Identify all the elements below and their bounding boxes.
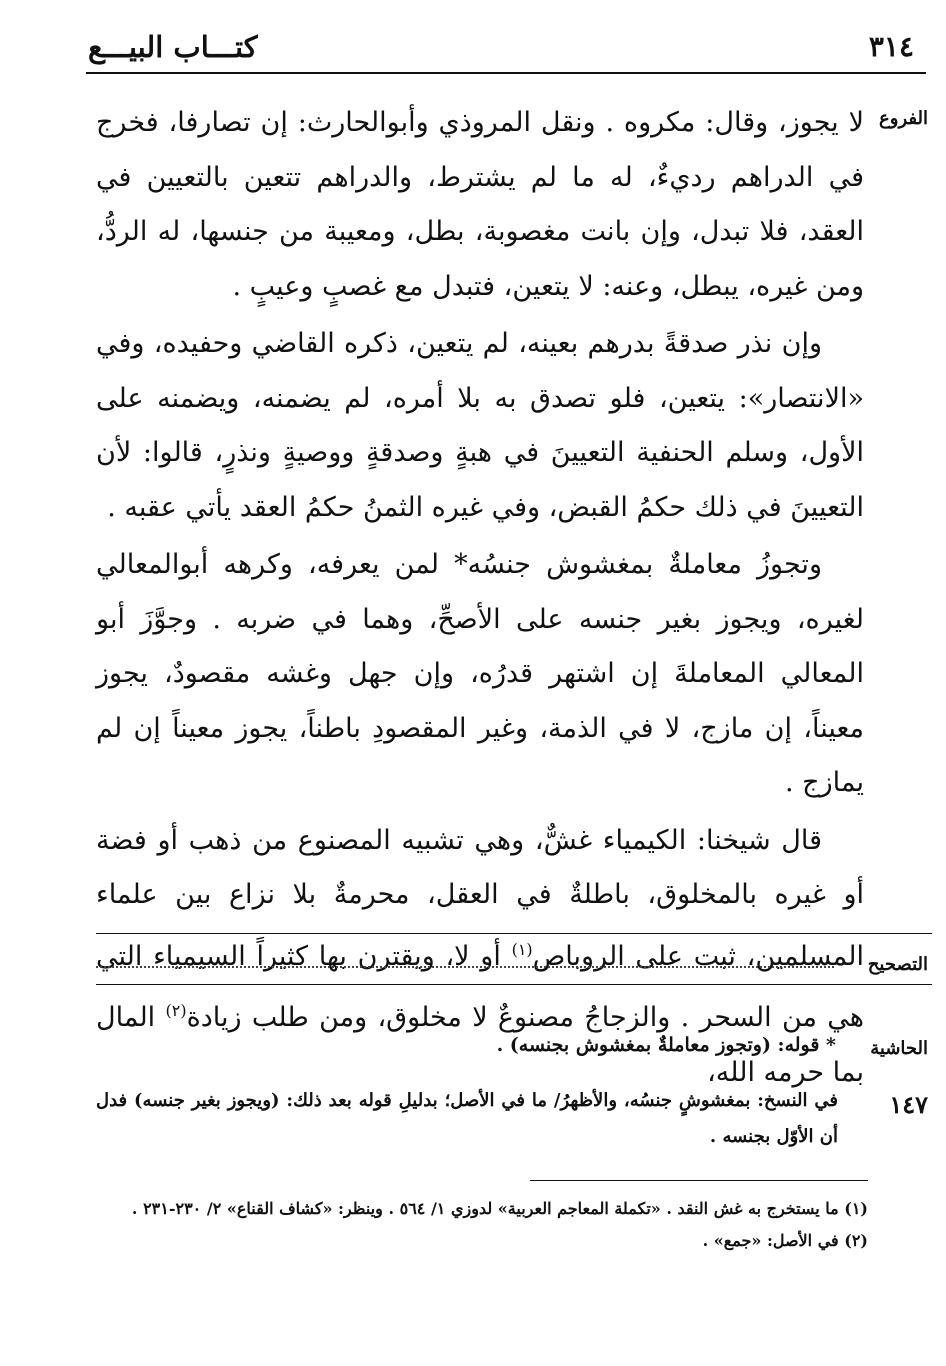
page-number: ٣١٤ (868, 30, 914, 63)
footnote-2: (٢) في الأصل: «جمع» . (702, 1231, 868, 1250)
footnote-ref-2: (٢) (165, 1001, 187, 1020)
paragraph-4-part-3: المال بما حرمه الله، (96, 1002, 864, 1088)
hashiya-heading: * قوله: (وتجوز معاملةٌ بمغشوش بجنسه) . (496, 1034, 836, 1056)
side-label-tashih: التصحيح (867, 954, 928, 975)
paragraph-4-part-1: قال شيخنا: الكيمياء غشٌّ، وهي تشبيه المصنوع من ذهب أو فضة أو غيره بالمخلوق، باطلةٌ في العقل، محرمةٌ بلا نزاع بين علماء المسلمين، ثبت على الروباص (96, 824, 864, 972)
footnotes (96, 1193, 868, 1257)
footnote-ref-1: (١) (511, 939, 533, 959)
paragraph-4-part-2: أو لا، ويقترن بها كثيراً السيمياء التي هي من السحر . والزجاجُ مصنوعٌ لا مخلوق، ومن طلب زيادة (96, 940, 865, 1033)
book-title: كتـــاب البيـــع (88, 30, 258, 64)
tashih-dotted-line (96, 946, 834, 968)
footnote-rule (530, 1180, 868, 1181)
footnote-1: (١) ما يستخرج به غش النقد . «تكملة المعاجم العربية» لدوزي ١/ ٥٦٤ . وينظر: «كشاف القناع» ٢/ ٢٣٠-٢٣١ . (131, 1199, 868, 1218)
paragraph-3: وتجوزُ معاملةٌ بمغشوش جنسُه* لمن يعرفه، وكرهه أبوالمعالي لغيره، ويجوز بغير جنسه على الأصحِّ، وهما في ضربه . وجوَّزَ أبو المعالي المعاملةَ إن اشتهر قدرُه، وإن جهل وغشه مقصودٌ، يجوز معيناً، إن مازج، لا في الذمة، وغير المقصودِ باطناً، يجوز معيناً إن لم يمازج . (96, 549, 864, 798)
side-label-furu: الفروع (879, 108, 928, 129)
paragraph-2: وإن نذر صدقةً بدرهم بعينه، لم يتعين، ذكره القاضي وحفيده، وفي «الانتصار»: يتعين، فلو تصدق به بلا أمره، لم يضمنه، ويضمنه على الأول، وسلم الحنفية التعيينَ في هبةٍ وصدقةٍ ووصيةٍ ونذرٍ، قالوا: لأن التعيينَ في ذلك حكمُ القبض، وفي غيره الثمنُ حكمُ العقد يأتي عقبه . (96, 328, 864, 523)
hashiya-text: في النسخ: بمغشوشٍ جنسُه، والأظهرُ/ ما في الأصل؛ بدليلِ قوله بعد ذلك: (ويجوز بغير جنسه) فدل أن الأوّل بجنسه . (96, 1090, 838, 1147)
paragraph-1: لا يجوز، وقال: مكروه . ونقل المروذي وأبوالحارث: إن تصارفا، فخرج في الدراهم رديءٌ، له ما لم يشترط، والدراهم تتعين بالتعيين في العقد، فلا تبدل، وإن بانت مغصوبة، بطل، ومعيبة من جنسها، له الردُّ، ومن غيره، يبطل، وعنه: لا يتعين، فتبدل مع غصبٍ وعيبٍ . (96, 107, 864, 302)
tashih-bottom-rule (96, 984, 932, 985)
manuscript-page-number: ١٤٧ (889, 1090, 928, 1119)
header-rule (86, 72, 926, 74)
side-label-hashiya: الحاشية (870, 1038, 928, 1059)
hashiya-body (96, 1083, 838, 1155)
tashih-top-rule (96, 933, 932, 934)
